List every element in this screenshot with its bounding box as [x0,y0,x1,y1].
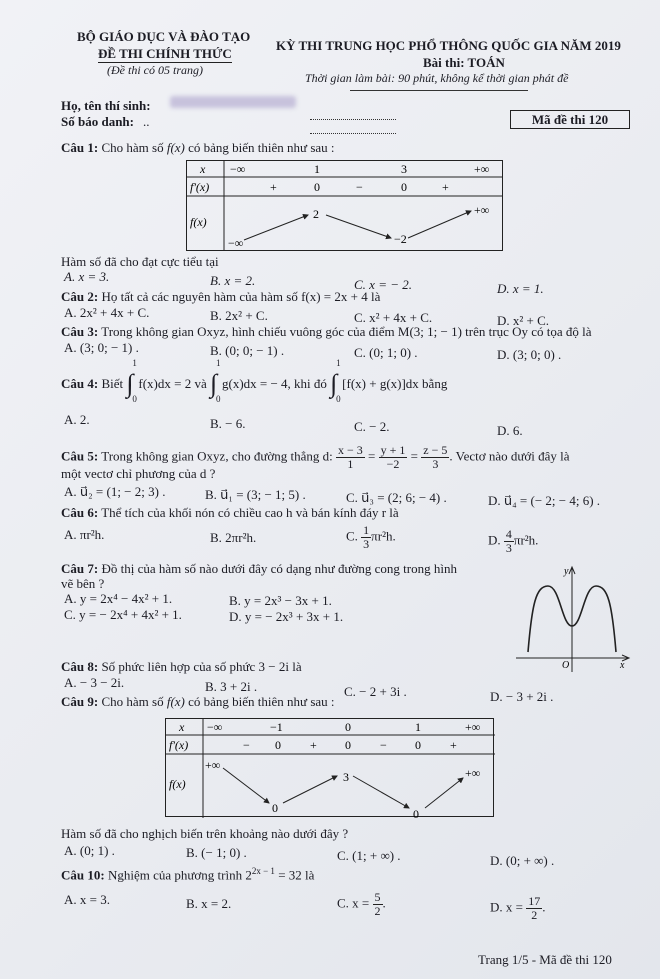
q10-answer-d: D. x = $\frac{17}{2}$ . [490,894,546,922]
q9-arrow-4 [425,778,463,808]
q7-graph [514,564,634,674]
q10-answer-c: C. x = $\frac{5}{2}$ . [337,890,386,918]
q5-answer-a: A. u⃗₂ = (1; − 2; 3) . [64,484,166,499]
q7-label-x: x [620,660,625,671]
q1-x-3: +∞ [474,162,490,176]
q5-answer-b: B. u⃗₁ = (3; − 1; 5) . [205,487,306,502]
q1-tab-fp: f'(x) [190,180,210,194]
q8-stem: Câu 8: Số phức liên hợp của số phức 3 − 2i là [61,659,302,674]
q4-answer-c: C. − 2. [354,419,390,434]
q3-answer-d: D. (3; 0; 0) . [497,347,562,362]
q9-question: Hàm số đã cho nghịch biến trên khoảng nào dưới đây ? [61,826,349,841]
q9-x-3: 1 [415,720,421,734]
q1-x-0: −∞ [230,162,246,176]
q7-stem: Câu 7: Đồ thị của hàm số nào dưới đây có dạng như đường cong trong hình [61,561,457,576]
q9-f-3: 0 [413,807,419,818]
q9-x-4: +∞ [465,720,481,734]
q1-tab-x: x [200,162,206,176]
q4-integral-1: ∫ 1 0 [126,358,137,404]
q9-sign-6: + [450,738,457,752]
q1-answer-b: B. x = 2. [210,273,256,288]
q9-answer-c: C. (1; + ∞) . [337,848,401,863]
q1-tab-f: f(x) [190,215,207,229]
q9-arrow-3 [353,776,409,808]
q1-sign-2: − [356,180,363,194]
q3-answer-c: C. (0; 1; 0) . [354,345,418,360]
exam-title: KỲ THI TRUNG HỌC PHỔ THÔNG QUỐC GIA NĂM 2019 [276,38,621,53]
q5-stem: Câu 5: Trong không gian Oxyz, cho đường thẳng d: $\frac{x - 3}{1}$ = $\frac{y + 1}{-2}$ = $\frac{z - 5}{3}$ . Vectơ nào dưới đây là [61,443,570,471]
q9-sign-5: 0 [415,738,421,752]
q9-sign-0: − [243,738,250,752]
q1-sign-3: 0 [401,180,407,194]
q1-f-2: −2 [394,232,407,246]
dots-1 [310,119,396,120]
pages-note: (Đề thi có 05 trang) [107,63,203,77]
q6-answer-c: C. $\frac{1}{3}$ πr²h. [346,523,396,551]
q1-f-3: +∞ [474,203,490,217]
q9-f-4: +∞ [465,766,481,780]
q5-frac-y: $\frac{y + 1}{-2}$ [380,443,406,471]
q2-answer-c: C. x² + 4x + C. [354,310,433,325]
q5-frac-x: $\frac{x - 3}{1}$ [338,443,363,471]
q2-answer-d: D. x² + C. [497,313,550,328]
q2-answer-b: B. 2x² + C. [210,308,268,323]
q1-answer-c: C. x = − 2. [354,277,412,292]
q5-frac-z: $\frac{z - 5}{3}$ [423,443,448,471]
q1-question: Hàm số đã cho đạt cực tiểu tại [61,254,219,269]
q6-answer-b: B. 2πr²h. [210,530,257,545]
q9-arrow-1 [223,768,269,803]
q4-answer-d: D. 6. [497,423,523,438]
q7-label-y: y [564,566,569,577]
q1-f-1: 2 [313,207,319,221]
q8-answer-a: A. − 3 − 2i. [64,675,125,690]
ministry-name: BỘ GIÁO DỤC VÀ ĐÀO TẠO [77,29,251,44]
q1-f-0: −∞ [228,236,244,250]
q9-arrow-2 [283,776,337,803]
q6-stem: Câu 6: Thể tích của khối nón có chiều cao h và bán kính đáy r là [61,505,399,520]
q5-answer-c: C. u⃗₃ = (2; 6; − 4) . [346,490,447,505]
q9-x-1: −1 [270,720,283,734]
page-footer: Trang 1/5 - Mã đề thi 120 [478,952,612,967]
q9-tab-f: f(x) [169,777,186,791]
q8-answer-d: D. − 3 + 2i . [490,689,554,704]
q7-answer-b: B. y = 2x³ − 3x + 1. [229,593,332,608]
time-note: Thời gian làm bài: 90 phút, không kể thời gian phát đề [305,71,569,85]
q10-answer-a: A. x = 3. [64,892,110,907]
q1-variation-table [186,160,504,252]
q9-sign-2: + [310,738,317,752]
q4-stem: Câu 4: Biết ∫ 1 0 f(x)dx = 2 và ∫ 1 0 g(x)dx = − 4, khi đó ∫ 1 0 [f(x) + g(x)]dx bằng [61,358,448,404]
q5-line2: một vectơ chỉ phương của d ? [61,466,216,481]
q9-f-0: +∞ [205,758,221,772]
exam-code-box: Mã đề thi 120 [510,110,630,129]
q10-answer-b: B. x = 2. [186,896,232,911]
q1-answer-d: D. x = 1. [497,281,544,296]
q8-answer-c: C. − 2 + 3i . [344,684,407,699]
q7-answer-a: A. y = 2x⁴ − 4x² + 1. [64,591,173,606]
q5-answer-d: D. u⃗₄ = (− 2; − 4; 6) . [488,493,601,508]
q9-answer-b: B. (− 1; 0) . [186,845,247,860]
name-label: Họ, tên thí sinh: [61,98,151,113]
q1-x-2: 3 [401,162,407,176]
q9-variation-table [165,718,495,818]
header-rule [350,90,528,91]
q9-f-1: 0 [272,801,278,815]
q2-answer-a: A. 2x² + 4x + C. [64,305,150,320]
q10-stem: Câu 10: Nghiệm của phương trình $2^{2x - 1} = 32$ là [61,866,315,883]
q1-arrow-down [326,215,391,238]
q9-sign-1: 0 [275,738,281,752]
q3-stem: Câu 3: Trong không gian Oxyz, hình chiếu vuông góc của điểm M(3; 1; − 1) trên trục Oy có tọa độ là [61,324,592,339]
id-label: Số báo danh: [61,114,134,129]
q8-answer-b: B. 3 + 2i . [205,679,258,694]
q9-sign-4: − [380,738,387,752]
q9-tab-x: x [179,720,185,734]
q1-x-1: 1 [314,162,320,176]
subject: Bài thi: TOÁN [423,55,505,70]
q7-answer-d: D. y = − 2x³ + 3x + 1. [229,609,344,624]
q4-integral-2: ∫ 1 0 [209,358,221,404]
q3-answer-a: A. (3; 0; − 1) . [64,340,139,355]
q4-answer-b: B. − 6. [210,416,246,431]
q9-x-2: 0 [345,720,351,734]
q4-integral-3: ∫ 1 0 [330,358,341,404]
q7-line2: vẽ bên ? [61,576,105,591]
id-value: .. [143,114,150,129]
q7-label-o: O [562,660,570,671]
q9-tab-fp: f'(x) [169,738,189,752]
q9-x-0: −∞ [207,720,223,734]
q9-answer-a: A. (0; 1) . [64,843,115,858]
q1-sign-1: 0 [314,180,320,194]
q1-arrow-up-2 [408,211,471,238]
name-redaction [170,96,296,108]
q9-stem: Câu 9: Cho hàm số f(x) có bảng biến thiên như sau : [61,694,335,709]
q1-arrow-up-1 [244,215,308,240]
q3-answer-b: B. (0; 0; − 1) . [210,343,285,358]
q1-sign-4: + [442,180,449,194]
q9-sign-3: 0 [345,738,351,752]
q9-answer-d: D. (0; + ∞) . [490,853,555,868]
q4-answer-a: A. 2. [64,412,90,427]
q1-stem: Câu 1: Cho hàm số f(x) có bảng biến thiên như sau : [61,140,335,155]
q9-f-2: 3 [343,770,349,784]
official-label: ĐỀ THI CHÍNH THỨC [98,46,232,61]
q1-answer-a: A. x = 3. [64,269,110,284]
q1-sign-0: + [270,180,277,194]
q2-stem: Câu 2: Họ tất cả các nguyên hàm của hàm số f(x) = 2x + 4 là [61,289,381,304]
q6-answer-d: D. $\frac{4}{3}$ πr²h. [488,527,539,555]
q6-answer-a: A. πr²h. [64,527,105,542]
q7-answer-c: C. y = − 2x⁴ + 4x² + 1. [64,607,182,622]
dots-2 [310,133,396,134]
